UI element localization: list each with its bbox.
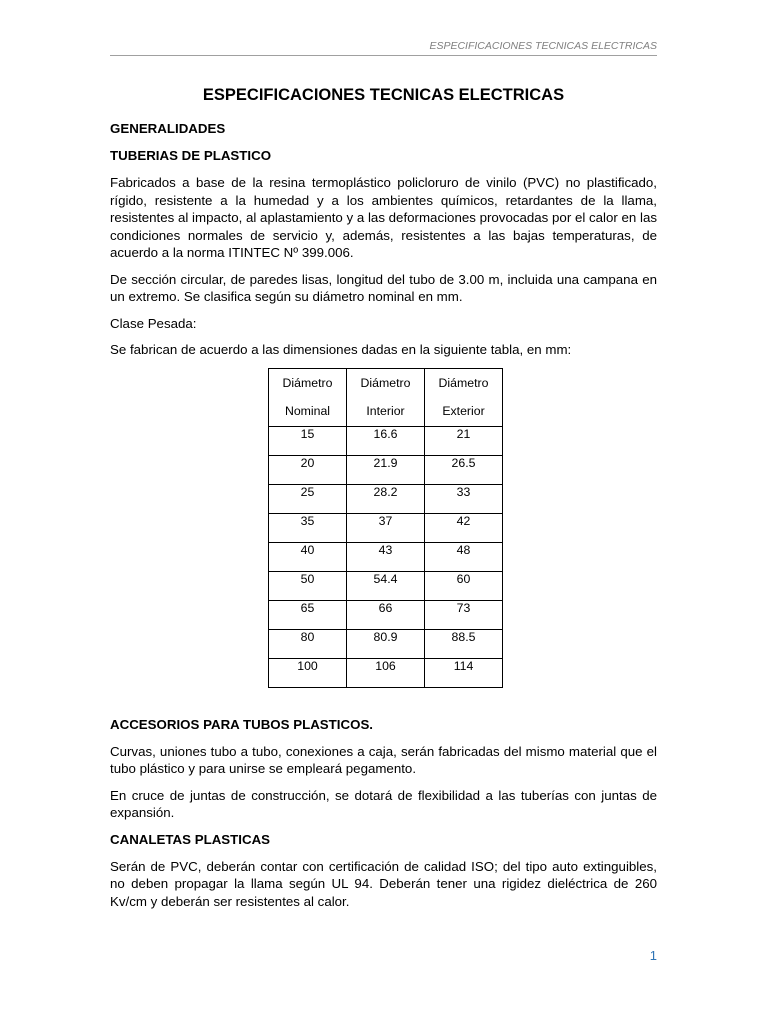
- paragraph-section-description: De sección circular, de paredes lisas, longitud del tubo de 3.00 m, incluida una campana en un extremo. Se clasifica según su diámetro nominal en mm.: [110, 271, 657, 304]
- table-row: [269, 455, 503, 484]
- table-row: [269, 484, 503, 513]
- paragraph-pvc-description: Fabricados a base de la resina termoplástico policloruro de vinilo (PVC) no plastificado, rígido, resistente a la humedad y a los ambientes químicos, retardantes de la llama, resistentes al impacto, al aplastamiento y a las deformaciones provocadas por el calor en las condiciones normales de servicio y, además, resistentes a las bajas temperaturas, de acuerdo a la norma ITINTEC Nº 399.006.: [110, 175, 657, 260]
- table-cell: 48: [425, 542, 503, 571]
- table-cell: 73: [425, 600, 503, 629]
- table-cell: 42: [425, 513, 503, 542]
- table-cell: 54.4: [347, 571, 425, 600]
- table-cell: 60: [425, 571, 503, 600]
- table-cell: 16.6: [347, 426, 425, 455]
- paragraph-juntas: En cruce de juntas de construcción, se dotará de flexibilidad a las tuberías con juntas de expansión.: [110, 787, 657, 820]
- table-row: [269, 542, 503, 571]
- table-cell: 66: [347, 600, 425, 629]
- table-cell: 40: [269, 542, 347, 571]
- header-exterior: Diámetro Exterior: [425, 368, 503, 426]
- heading-generalidades: GENERALIDADES: [110, 121, 226, 136]
- running-header: ESPECIFICACIONES TECNICAS ELECTRICAS: [110, 40, 657, 56]
- paragraph-accesorios: Curvas, uniones tubo a tubo, conexiones a caja, serán fabricadas del mismo material que el tubo plástico y para unirse se empleará pegamento.: [110, 743, 657, 776]
- table-cell: 35: [269, 513, 347, 542]
- header-interior: Diámetro Interior: [347, 368, 425, 426]
- document-body: [110, 84, 657, 919]
- document-title: ESPECIFICACIONES TECNICAS ELECTRICAS: [202, 86, 565, 104]
- table-cell: 33: [425, 484, 503, 513]
- paragraph-table-intro: Se fabrican de acuerdo a las dimensiones dadas en la siguiente tabla, en mm:: [110, 342, 572, 357]
- table-row: [269, 629, 503, 658]
- table-cell: 21.9: [347, 455, 425, 484]
- table-row: [269, 658, 503, 687]
- table-cell: 21: [425, 426, 503, 455]
- table-cell: 106: [347, 658, 425, 687]
- table-cell: 100: [269, 658, 347, 687]
- table-cell: 15: [269, 426, 347, 455]
- table-row: [269, 571, 503, 600]
- heading-canaletas: CANALETAS PLASTICAS: [110, 831, 271, 847]
- table-cell: 28.2: [347, 484, 425, 513]
- page-number: 1: [649, 948, 657, 963]
- table-cell: 88.5: [425, 629, 503, 658]
- header-nominal: Diámetro Nominal: [269, 368, 347, 426]
- heading-accesorios: ACCESORIOS PARA TUBOS PLASTICOS.: [110, 716, 374, 732]
- paragraph-canaletas: Serán de PVC, deberán contar con certificación de calidad ISO; del tipo auto extinguibles, no deben propagar la llama según UL 94. Deberán tener una rigidez dieléctrica de 260 Kv/cm y deberán ser resistentes al calor.: [110, 858, 657, 909]
- heading-tuberias-plastico: TUBERIAS DE PLASTICO: [110, 148, 272, 163]
- table-cell: 25: [269, 484, 347, 513]
- table-cell: 26.5: [425, 455, 503, 484]
- table-cell: 65: [269, 600, 347, 629]
- table-row: [269, 513, 503, 542]
- table-cell: 20: [269, 455, 347, 484]
- table-row: [269, 600, 503, 629]
- dimensions-table: [268, 368, 503, 688]
- paragraph-clase-pesada: Clase Pesada:: [110, 315, 197, 331]
- table-cell: 80.9: [347, 629, 425, 658]
- table-cell: 43: [347, 542, 425, 571]
- table-cell: 50: [269, 571, 347, 600]
- table-cell: 114: [425, 658, 503, 687]
- table-cell: 37: [347, 513, 425, 542]
- table-cell: 80: [269, 629, 347, 658]
- table-row: [269, 426, 503, 455]
- table-header-row: [269, 368, 503, 426]
